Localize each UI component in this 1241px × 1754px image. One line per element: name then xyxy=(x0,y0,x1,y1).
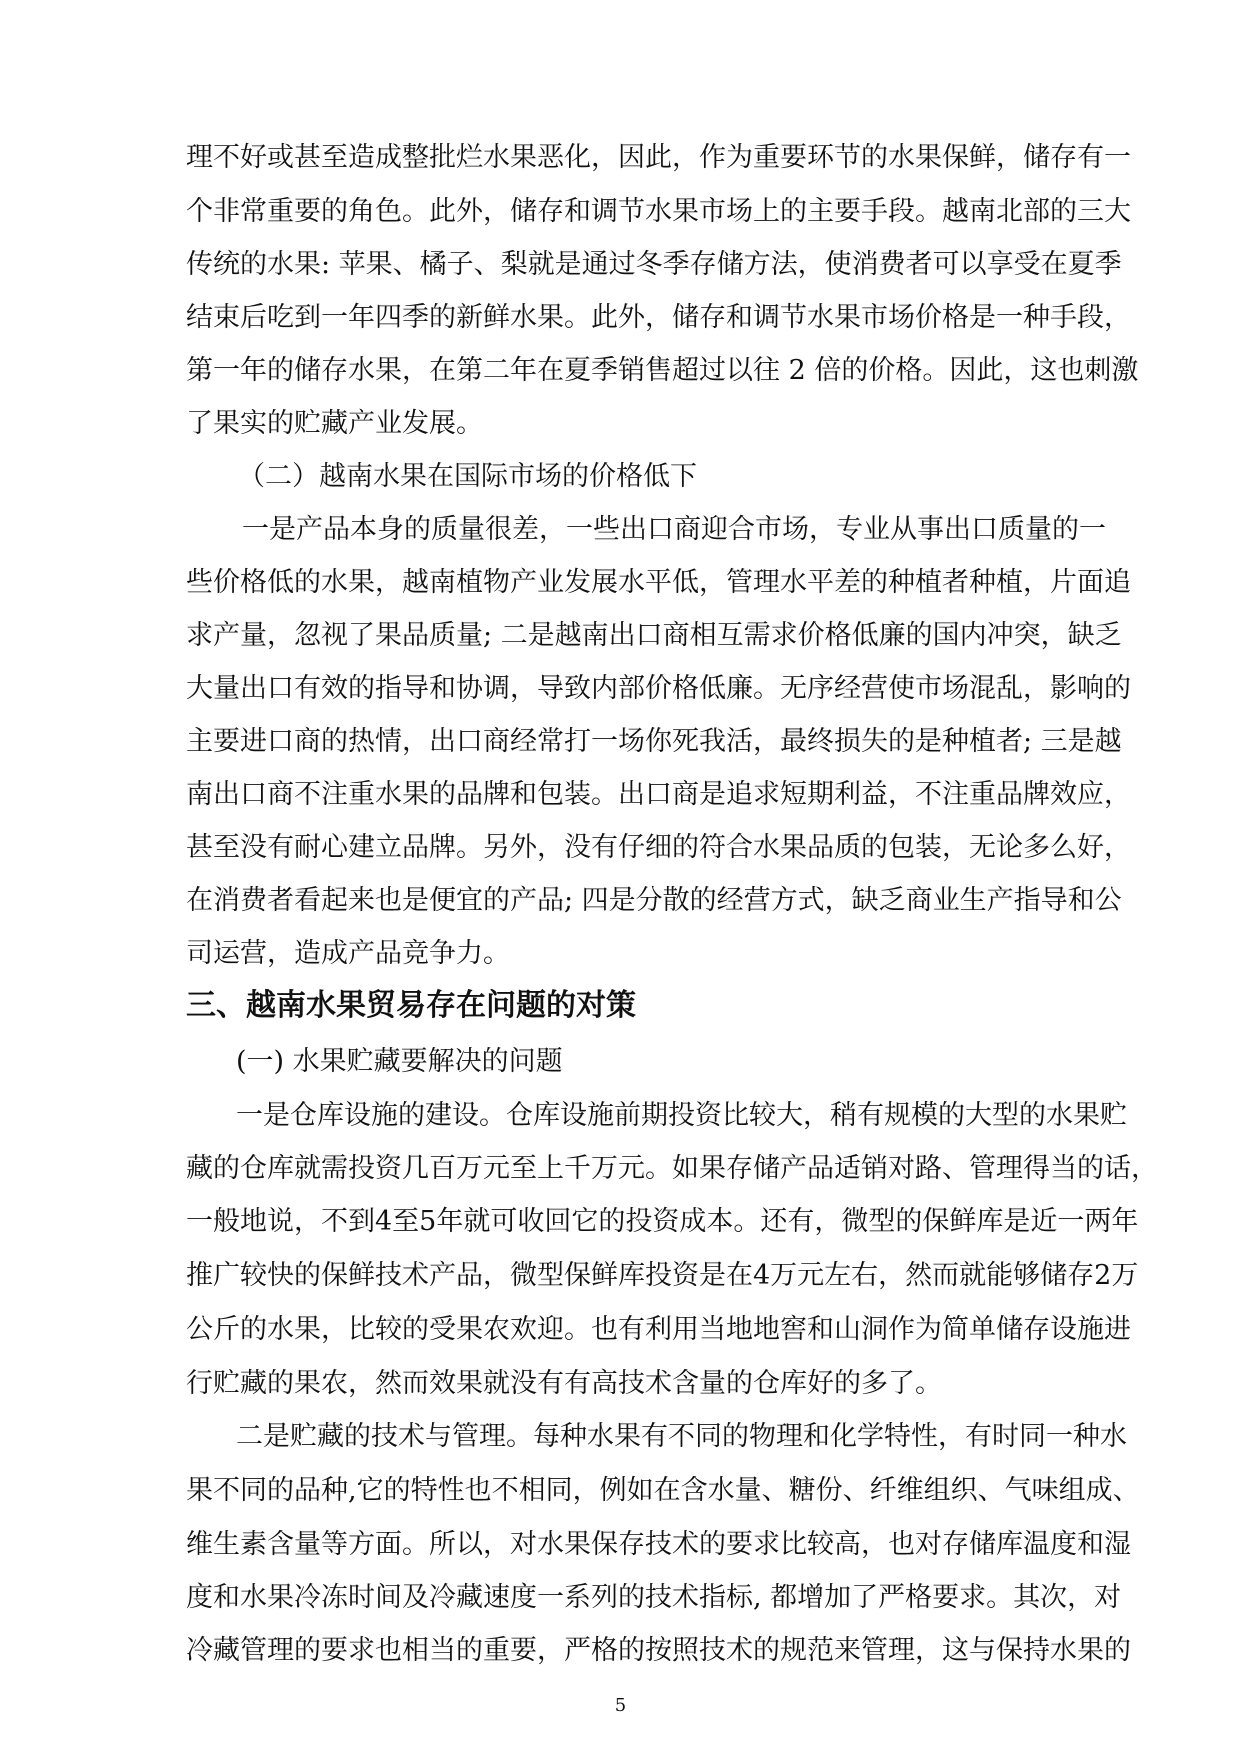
paragraph-line: 一般地说，不到4至5年就可收回它的投资成本。还有，微型的保鲜库是近一两年 xyxy=(186,1206,1139,1237)
paragraph-line: 个非常重要的角色。此外，储存和调节水果市场上的主要手段。越南北部的三大 xyxy=(186,196,1131,227)
paragraph-line: 主要进口商的热情，出口商经常打一场你死我活，最终损失的是种植者; 三是越 xyxy=(186,726,1122,757)
paragraph-line: 果不同的品种,它的特性也不相同，例如在含水量、糖份、纤维组织、气味组成、 xyxy=(186,1475,1140,1506)
paragraph-line: 度和水果冷冻时间及冷藏速度一系列的技术指标, 都增加了严格要求。其次，对 xyxy=(186,1582,1122,1613)
paragraph-line: 维生素含量等方面。所以，对水果保存技术的要求比较高，也对存储库温度和湿 xyxy=(186,1529,1131,1560)
paragraph-line: 二是贮藏的技术与管理。每种水果有不同的物理和化学特性，有时同一种水 xyxy=(236,1421,1127,1452)
paragraph-line: 甚至没有耐心建立品牌。另外，没有仔细的符合水果品质的包装，无论多么好， xyxy=(186,832,1131,863)
subsection-heading: (一) 水果贮藏要解决的问题 xyxy=(236,1046,563,1077)
paragraph-line: 理不好或甚至造成整批烂水果恶化，因此，作为重要环节的水果保鲜，储存有一 xyxy=(186,142,1131,173)
paragraph-line: 一是产品本身的质量很差，一些出口商迎合市场，专业从事出口质量的一 xyxy=(242,514,1106,545)
paragraph-line: 些价格低的水果，越南植物产业发展水平低，管理水平差的种植者种植，片面追 xyxy=(186,567,1131,598)
paragraph-line: 第一年的储存水果，在第二年在夏季销售超过以往 2 倍的价格。因此，这也刺激 xyxy=(186,355,1139,386)
subsection-heading: （二）越南水果在国际市场的价格低下 xyxy=(238,461,697,492)
paragraph-line: 了果实的贮藏产业发展。 xyxy=(186,408,483,439)
paragraph-line: 推广较快的保鲜技术产品，微型保鲜库投资是在4万元左右，然而就能够储存2万 xyxy=(186,1260,1139,1291)
paragraph-line: 传统的水果: 苹果、橘子、梨就是通过冬季存储方法，使消费者可以享受在夏季 xyxy=(186,249,1122,280)
paragraph-line: 冷藏管理的要求也相当的重要，严格的按照技术的规范来管理，这与保持水果的 xyxy=(186,1635,1131,1666)
paragraph-line: 司运营，造成产品竞争力。 xyxy=(186,938,510,969)
paragraph-line: 公斤的水果，比较的受果农欢迎。也有利用当地地窖和山洞作为简单储存设施进 xyxy=(186,1314,1131,1345)
section-heading: 三、越南水果贸易存在问题的对策 xyxy=(186,988,636,1023)
page-number: 5 xyxy=(614,1695,627,1716)
paragraph-line: 藏的仓库就需投资几百万元至上千万元。如果存储产品适销对路、管理得当的话， xyxy=(186,1153,1158,1184)
paragraph-line: 求产量，忽视了果品质量; 二是越南出口商相互需求价格低廉的国内冲突，缺乏 xyxy=(186,620,1122,651)
paragraph-line: 大量出口有效的指导和协调，导致内部价格低廉。无序经营使市场混乱，影响的 xyxy=(186,673,1131,704)
paragraph-line: 一是仓库设施的建设。仓库设施前期投资比较大，稍有规模的大型的水果贮 xyxy=(236,1100,1127,1131)
paragraph-line: 结束后吃到一年四季的新鲜水果。此外，储存和调节水果市场价格是一种手段， xyxy=(186,302,1131,333)
paragraph-line: 行贮藏的果农，然而效果就没有有高技术含量的仓库好的多了。 xyxy=(186,1368,942,1399)
paragraph-line: 南出口商不注重水果的品牌和包装。出口商是追求短期利益，不注重品牌效应， xyxy=(186,779,1131,810)
paragraph-line: 在消费者看起来也是便宜的产品; 四是分散的经营方式，缺乏商业生产指导和公 xyxy=(186,885,1122,916)
